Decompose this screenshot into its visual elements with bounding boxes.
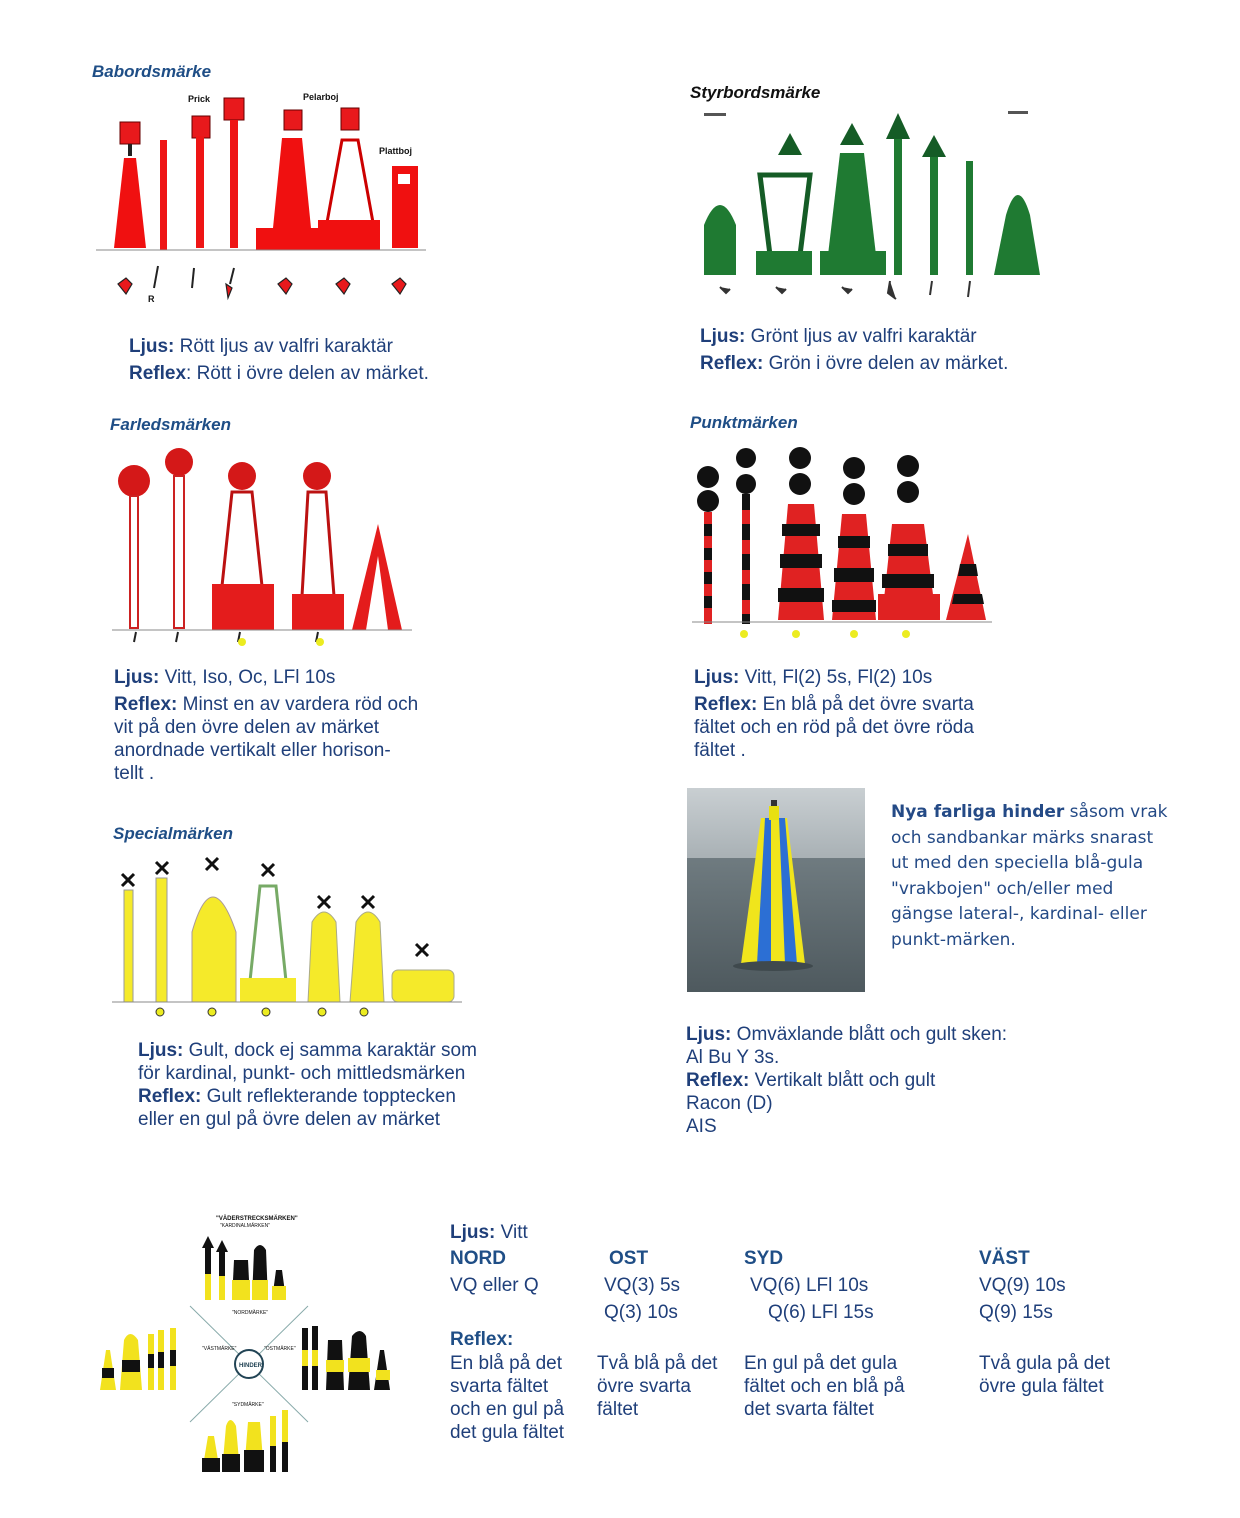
r-label: R: [148, 294, 155, 304]
special-ljus-line-2: för kardinal, punkt- och mittledsmärken: [138, 1063, 466, 1084]
farled-reflex-line-4: tellt .: [114, 763, 155, 784]
babord-title: Babordsmärke: [92, 62, 212, 81]
vrak-legend: [686, 1023, 1007, 1138]
kardinal-subtitle-label: "KARDINALMÄRKEN": [220, 1223, 270, 1229]
vrak-desc-line-6: punkt-märken.: [891, 929, 1016, 950]
nord-reflex: En blå på det svarta fältet och en gul på det gula fältet: [450, 1353, 565, 1443]
farled-reflex-line-3: anordnade vertikalt eller horison-: [114, 740, 391, 761]
special-marks-illustration: [112, 852, 462, 1024]
nord-char-1: VQ eller Q: [450, 1275, 539, 1296]
farled-marks-illustration: [112, 446, 412, 646]
farled-legend: [114, 666, 418, 785]
punkt-title: Punktmärken: [690, 413, 798, 432]
syd-char-2: Q(6) LFl 15s: [768, 1302, 874, 1323]
vast-char-1: VQ(9) 10s: [979, 1275, 1066, 1296]
vrak-desc-line-4: "vrakbojen" och/eller med: [891, 878, 1114, 899]
punkt-legend: [694, 666, 974, 762]
special-ljus-line-1: Ljus: Gult, dock ej samma karaktär som: [138, 1040, 477, 1061]
styrbord-reflex: Reflex: Grön i övre delen av märket.: [700, 353, 1009, 374]
styrbord-marks-illustration: [700, 105, 1040, 305]
vrak-ljus: Ljus: Omväxlande blått och gult sken:: [686, 1024, 1008, 1045]
ost-reflex: Två blå på det övre svarta fältet: [597, 1353, 718, 1420]
vrak-description: [891, 800, 1231, 953]
vast-reflex: Två gula på det övre gula fältet: [979, 1353, 1110, 1397]
kardinal-reflex-label: Reflex:: [450, 1329, 514, 1350]
babord-reflex: Reflex: Rött i övre delen av märket.: [129, 363, 429, 384]
hinder-label: HINDER: [239, 1363, 263, 1369]
ostmarke-label: "OSTMÄRKE": [264, 1346, 296, 1352]
special-legend: [138, 1039, 477, 1131]
punkt-reflex-line-2: fältet och en röd på det övre röda: [694, 717, 974, 738]
vastmarke-label: "VÄSTMÄRKE": [202, 1346, 237, 1352]
syd-char-1: VQ(6) LFl 10s: [750, 1275, 869, 1296]
styrbord-title: Styrbordsmärke: [690, 83, 821, 102]
kardinal-diagram: [98, 1210, 398, 1495]
vrak-reflex: Reflex: Vertikalt blått och gult: [686, 1070, 936, 1091]
kardinal-title-label: "VÄDERSTRECKSMÄRKEN": [216, 1216, 298, 1222]
vrak-desc-line-5: gängse lateral-, kardinal- eller: [891, 904, 1147, 924]
special-title: Specialmärken: [113, 824, 234, 843]
vrak-ljus-code: Al Bu Y 3s.: [686, 1047, 780, 1068]
header-ost: OST: [609, 1248, 649, 1269]
vrak-desc-line-3: ut med den speciella blå-gula: [891, 853, 1144, 873]
special-reflex-line-2: eller en gul på övre delen av märket: [138, 1109, 441, 1130]
syd-reflex: En gul på det gula fältet och en blå på det svarta fältet: [744, 1353, 905, 1420]
farled-title: Farledsmärken: [110, 415, 231, 434]
punkt-reflex-line-1: Reflex: En blå på det övre svarta: [694, 694, 974, 715]
kardinal-ljus: Ljus: Vitt: [450, 1222, 528, 1243]
pelarboj-label: Pelarboj: [303, 92, 339, 102]
prick-label: Prick: [188, 94, 211, 104]
ost-marks: [302, 1326, 390, 1390]
nord-marks: [202, 1236, 286, 1300]
vrak-desc-line-1: Nya farliga hinder såsom vrak: [891, 802, 1168, 822]
farled-ljus: Ljus: Vitt, Iso, Oc, LFl 10s: [114, 667, 336, 688]
babord-legend: [129, 335, 429, 385]
punkt-reflex-line-3: fältet .: [694, 740, 746, 761]
ost-char-2: Q(3) 10s: [604, 1302, 678, 1323]
vrak-desc-line-2: och sandbankar märks snarast: [891, 827, 1154, 848]
styrbord-legend: [700, 325, 1008, 375]
babord-marks-illustration: [96, 88, 426, 308]
styrbord-ljus: Ljus: Grönt ljus av valfri karaktär: [700, 326, 977, 347]
syd-marks: [202, 1410, 288, 1472]
vast-marks: [100, 1328, 176, 1390]
header-vast: VÄST: [979, 1248, 1030, 1269]
special-reflex-line-1: Reflex: Gult reflekterande topptecken: [138, 1086, 456, 1107]
ost-char-1: VQ(3) 5s: [604, 1275, 681, 1296]
header-nord: NORD: [450, 1248, 506, 1269]
punkt-marks-illustration: [692, 444, 992, 644]
nordmarke-label: "NORDMÄRKE": [232, 1310, 269, 1316]
header-syd: SYD: [744, 1248, 784, 1269]
farled-reflex-line-2: vit på den övre delen av märket: [114, 717, 380, 738]
sydmarke-label: "SYDMÄRKE": [232, 1402, 264, 1408]
farled-reflex-line-1: Reflex: Minst en av vardera röd och: [114, 694, 419, 715]
vrak-racon: Racon (D): [686, 1093, 773, 1114]
vrakboj-photo: [687, 788, 865, 992]
vast-char-2: Q(9) 15s: [979, 1302, 1053, 1323]
babord-ljus: Ljus: Rött ljus av valfri karaktär: [129, 336, 393, 357]
punkt-ljus: Ljus: Vitt, Fl(2) 5s, Fl(2) 10s: [694, 667, 933, 688]
plattboj-label: Plattboj: [379, 146, 412, 156]
vrak-ais: AIS: [686, 1116, 717, 1137]
